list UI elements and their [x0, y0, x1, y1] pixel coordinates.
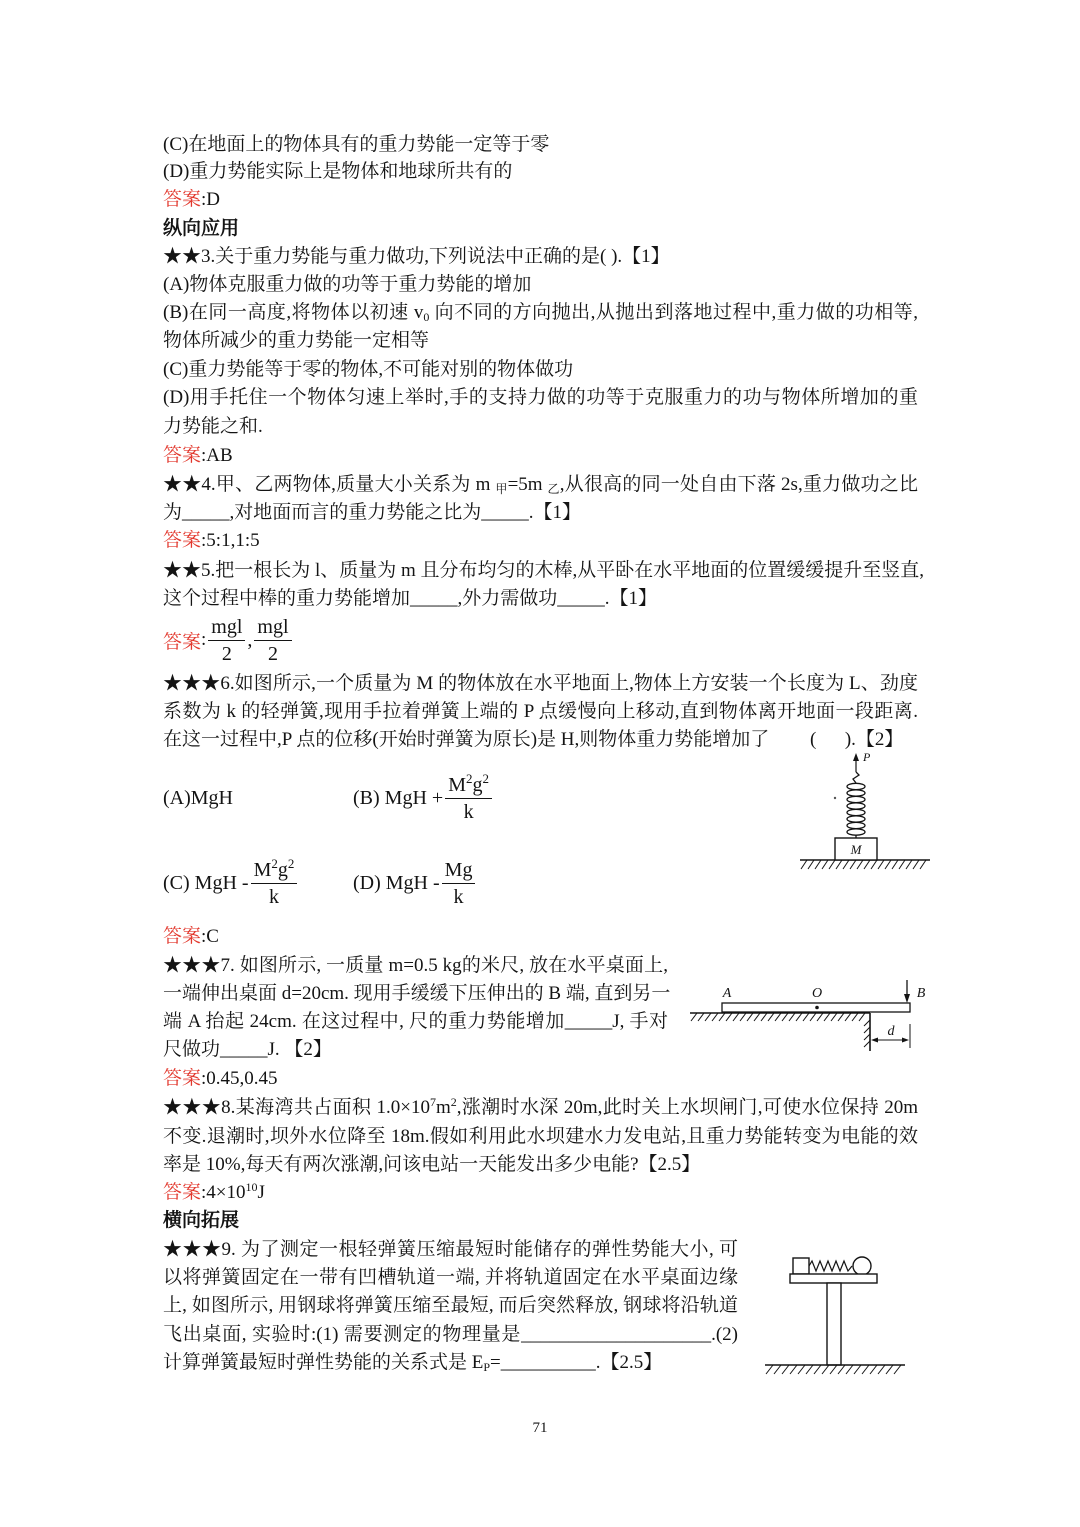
q4-subscript-jia: 甲 — [495, 482, 508, 496]
option-label: (C) — [163, 871, 190, 894]
q4-stem-continued: 为_____,对地面而言的重力势能之比为_____.【1】 — [163, 502, 582, 523]
fraction-denominator: k — [442, 883, 476, 910]
q6-option-c — [163, 855, 299, 911]
option-label: (B) — [353, 786, 380, 809]
q4-stem — [163, 471, 918, 499]
fraction-numerator: mgl — [257, 615, 289, 638]
answer-value: :0.45,0.45 — [201, 1068, 278, 1089]
answer-value: :5:1,1:5 — [201, 530, 260, 551]
fraction-numerator: Mg — [444, 858, 473, 881]
q7-stem-line-3: 端 A 抬起 24cm. 在这过程中, 尺的重力势能增加_____J, 手对 — [163, 1011, 668, 1032]
end-a-label: A — [722, 986, 732, 1001]
answer-label: 答案 — [163, 530, 202, 551]
q3-option-d: (D)用手托住一个物体匀速上举时,手的支持力做的功等于克服重力的功与物体所增加的重 — [163, 387, 918, 408]
answer-label: 答案 — [163, 631, 202, 653]
q7-stem-line-2: 一端伸出桌面 d=20cm. 现用手缓缓下压伸出的 B 端, 直到另一 — [163, 983, 671, 1004]
section-heading-vertical: 纵向应用 — [163, 218, 240, 239]
fraction-numerator: $M^2g^2$ — [253, 855, 295, 881]
overhang-label: d — [887, 1024, 895, 1039]
q3-option-a: (A)物体克服重力做的功等于重力势能的增加 — [163, 274, 532, 295]
pull-arrow-head — [853, 753, 859, 761]
q3-stem: ★★3.关于重力势能与重力做功,下列说法中正确的是( ).【1】 — [163, 246, 670, 267]
answer-fraction-2 — [254, 614, 291, 667]
answer-value: :C — [201, 926, 219, 947]
q8-stem-text: ★★★8.某海湾共占面积 1.0×10 — [163, 1097, 430, 1118]
q9-stem-line-2: 以将弹簧固定在一带有凹槽轨道一端, 并将轨道固定在水平桌面边缘 — [163, 1267, 738, 1288]
q5-answer — [163, 612, 294, 668]
table-pillar — [827, 1283, 841, 1365]
fraction-numerator: mgl — [211, 615, 243, 638]
option-expression: MgH - — [194, 871, 249, 894]
option-a-text: (A)MgH — [163, 786, 233, 809]
q4-stem-text-2: =5m — [507, 474, 548, 495]
answer-label: 答案 — [163, 189, 202, 210]
q2-option-c: (C)在地面上的物体具有的重力势能一定等于零 — [163, 134, 550, 155]
press-arrow-head — [904, 994, 910, 1003]
option-label: (D) — [353, 871, 381, 894]
answer-label: 答案 — [163, 1182, 202, 1203]
answer-value: :D — [201, 189, 221, 210]
answer-colon: : — [201, 629, 207, 650]
q4-subscript-yi: 乙 — [547, 482, 560, 496]
pull-point-label: P — [863, 750, 871, 764]
q8-unit-exponent: 2 — [450, 1095, 457, 1109]
answer-exponent: 10 — [245, 1180, 258, 1194]
q9-stem-text-2: =__________.【2.5】 — [490, 1352, 663, 1373]
q8-stem-line-2: 不变.退潮时,坝外水位降至 18m.假如利用此水坝建水力发电站,且重力势能转变为电能的效 — [163, 1126, 918, 1147]
section-heading-horizontal: 横向拓展 — [163, 1210, 240, 1231]
fraction-denominator: 2 — [254, 640, 291, 667]
q4-stem-text: ★★4.甲、乙两物体,质量大小关系为 m — [163, 474, 496, 495]
q3-option-b-subscript: 0 — [423, 310, 430, 324]
spring-track-figure — [760, 1250, 910, 1380]
q3-option-d-continued: 力势能之和. — [163, 416, 263, 437]
floor-hatching — [766, 1365, 901, 1374]
option-expression: MgH - — [385, 871, 440, 894]
q9-subscript-p: P — [483, 1360, 491, 1374]
q9-stem-line-5 — [163, 1349, 662, 1377]
spring-mount-block — [793, 1258, 809, 1274]
q6-stem-line-3: 在这一过程中,P 点的位移(开始时弹簧为原长)是 H,则物体重力势能增加了 — [163, 729, 770, 750]
spring-mass-figure — [795, 748, 935, 873]
center-o-label: O — [811, 986, 823, 1001]
answer-fraction-1 — [208, 614, 245, 667]
q3-answer — [163, 442, 233, 470]
q5-stem-continued: 这个过程中棒的重力势能增加_____,外力需做功_____.【1】 — [163, 588, 658, 609]
q8-stem-line-1 — [163, 1094, 918, 1122]
q8-stem-line-3: 率是 10%,每天有两次涨潮,问该电站一天能发出多少电能?【2.5】 — [163, 1154, 701, 1175]
option-fraction — [251, 857, 298, 910]
dimension-arrow-left — [871, 1038, 878, 1043]
q9-stem-line-1: ★★★9. 为了测定一根轻弹簧压缩最短时能储存的弹性势能大小, 可 — [163, 1239, 738, 1260]
answer-unit: J — [257, 1182, 265, 1203]
q6-stem-line-2: 系数为 k 的轻弹簧,现用手拉着弹簧上端的 P 点缓慢向上移动,直到物体离开地面一段距离. — [163, 701, 918, 722]
q6-option-d — [353, 855, 477, 911]
option-fraction — [442, 857, 476, 910]
answer-label: 答案 — [163, 1068, 202, 1089]
q2-option-d: (D)重力势能实际上是物体和地球所共有的 — [163, 161, 513, 182]
grooved-track — [790, 1274, 877, 1283]
q4-answer — [163, 527, 260, 555]
q7-stem-line-1: ★★★7. 如图所示, 一质量 m=0.5 kg的米尺, 放在水平桌面上, — [163, 955, 668, 976]
q6-answer-bracket: ( ).【2】 — [810, 729, 904, 750]
q6-option-b — [353, 770, 494, 826]
q9-stem-text: 计算弹簧最短时弹性势能的关系式是 E — [163, 1352, 484, 1373]
q7-answer — [163, 1065, 278, 1093]
dimension-arrow-right — [902, 1038, 909, 1043]
center-dot — [815, 1006, 819, 1010]
q8-answer — [163, 1179, 265, 1207]
q8-exponent: 7 — [429, 1095, 436, 1109]
q3-option-c: (C)重力势能等于零的物体,不可能对别的物体做功 — [163, 359, 574, 380]
meter-stick-figure — [685, 978, 930, 1053]
q9-stem-line-4: 飞出桌面, 实验时:(1) 需要测定的物理量是____________________.(2) — [163, 1324, 738, 1345]
q3-option-b-text: (B)在同一高度,将物体以初速 v — [163, 302, 424, 323]
q8-stem-text-2: ,涨潮时水深 20m,此时关上水坝闸门,可使水位保持 20m — [456, 1097, 919, 1118]
ground-hatching — [801, 860, 926, 869]
q7-stem-line-4: 尺做功_____J. 【2】 — [163, 1039, 332, 1060]
q2-answer — [163, 186, 220, 214]
q5-stem: ★★5.把一根长为 l、质量为 m 且分布均匀的木棒,从平卧在水平地面的位置缓缓提升至竖直, — [163, 560, 925, 581]
page-number: 71 — [532, 1420, 548, 1436]
mass-label: M — [850, 842, 862, 857]
fraction-denominator: k — [445, 798, 492, 825]
answer-label: 答案 — [163, 926, 202, 947]
answer-value: :4×10 — [201, 1182, 246, 1203]
q3-option-b-continued: 物体所减少的重力势能一定相等 — [163, 330, 430, 351]
end-b-label: B — [916, 986, 926, 1001]
option-expression: MgH + — [384, 786, 444, 809]
q6-stem-line-1: ★★★6.如图所示,一个质量为 M 的物体放在水平地面上,物体上方安装一个长度为 L、劲度 — [163, 673, 918, 694]
answer-label: 答案 — [163, 445, 202, 466]
q6-answer — [163, 923, 219, 951]
compressed-spring — [809, 1261, 852, 1271]
steel-ball — [853, 1257, 871, 1275]
table-hatching — [691, 1013, 870, 1047]
fraction-numerator: $M^2g^2$ — [448, 770, 489, 796]
spring-coils — [847, 772, 865, 838]
answer-separator: , — [247, 628, 253, 651]
speck — [834, 797, 836, 799]
q4-stem-text-3: ,从很高的同一处自由下落 2s,重力做功之比 — [559, 474, 918, 495]
q3-option-b-text-2: 向不同的方向抛出,从抛出到落地过程中,重力做的功相等, — [429, 302, 918, 323]
q6-option-a — [163, 770, 233, 826]
option-fraction — [445, 772, 492, 825]
fraction-denominator: k — [251, 883, 298, 910]
q8-unit: m — [435, 1097, 451, 1118]
fraction-denominator: 2 — [208, 640, 245, 667]
answer-value: :AB — [201, 445, 233, 466]
q9-stem-line-3: 上, 如图所示, 用钢球将弹簧压缩至最短, 而后突然释放, 钢球将沿轨道 — [163, 1295, 738, 1316]
q3-option-b — [163, 299, 918, 327]
